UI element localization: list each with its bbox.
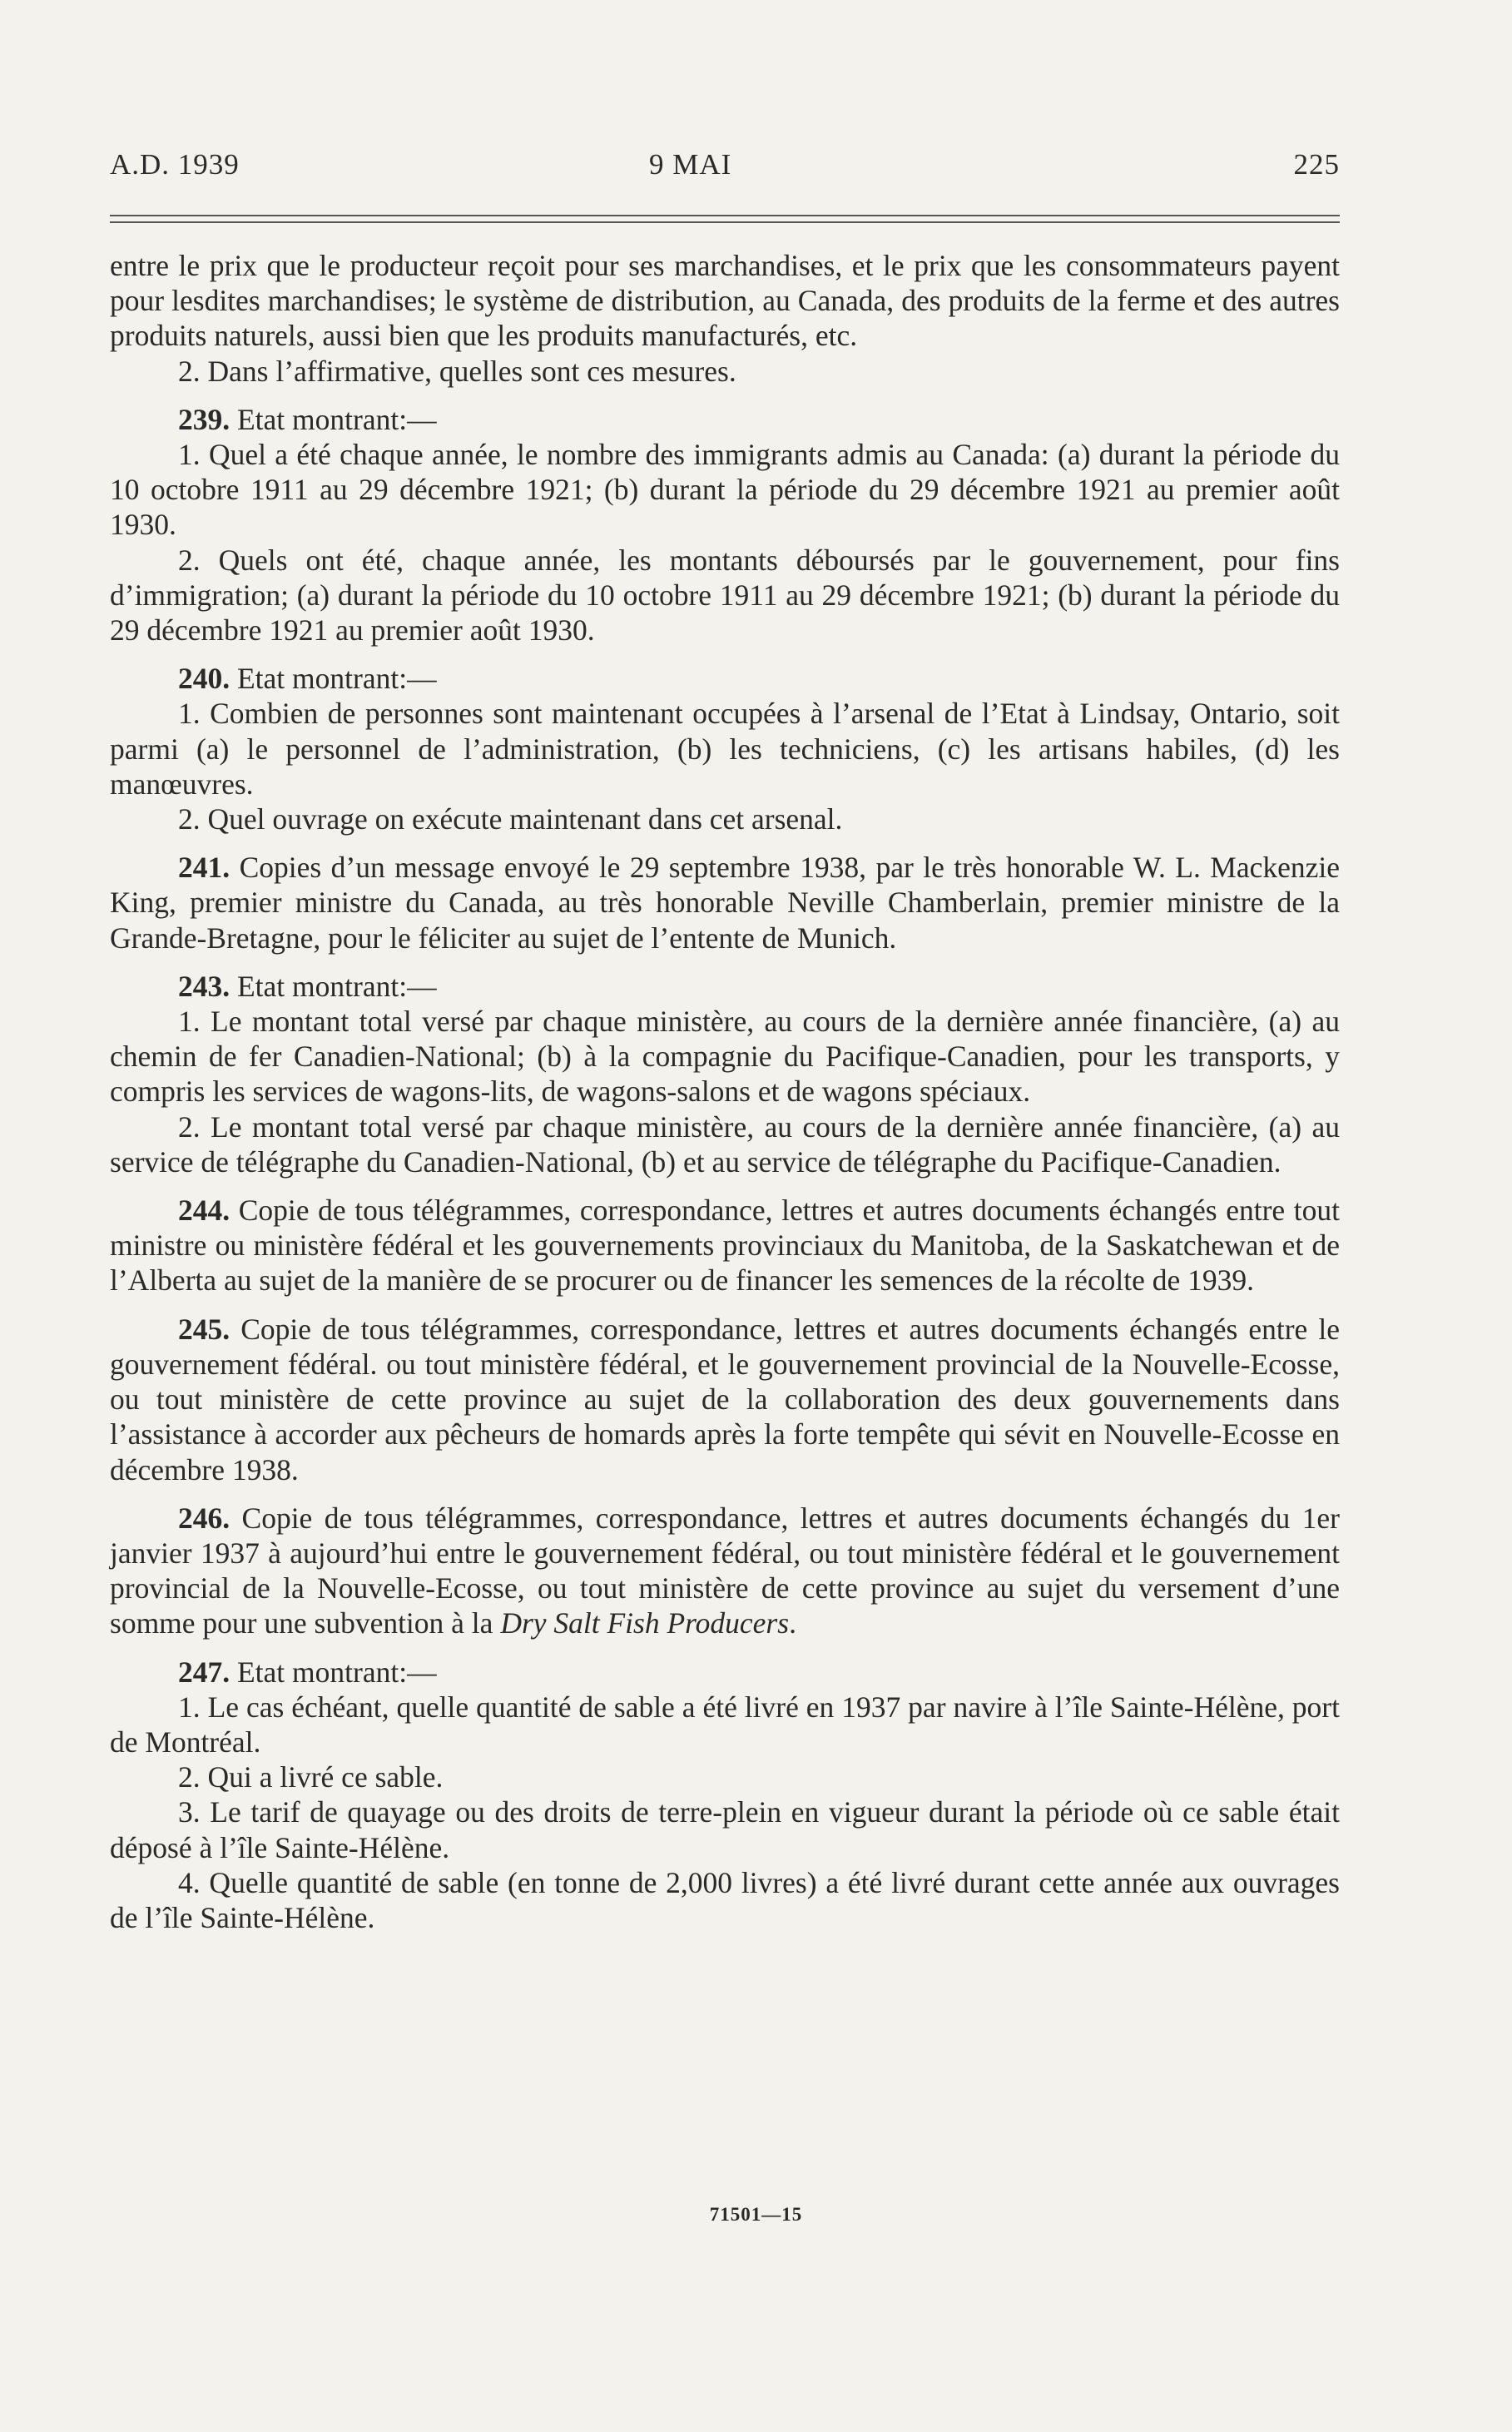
section-247-heading bbox=[110, 1655, 1340, 1690]
section-text-end: . bbox=[789, 1606, 796, 1640]
section-239-item-1: 1. Quel a été chaque année, le nombre des immigrants admis au Canada: (a) durant la période du 10 octobre 1911 au 29 décembre 1921; (b) durant la période du 29 décembre 1921 au premier août 1930. bbox=[110, 438, 1340, 542]
section-245 bbox=[110, 1312, 1340, 1487]
section-number: 246. bbox=[178, 1501, 231, 1535]
section-number: 240. bbox=[178, 662, 231, 696]
document-body bbox=[110, 248, 1340, 1935]
section-240-heading bbox=[110, 661, 1340, 696]
section-text: Copie de tous télégrammes, correspondance, lettres et autres documents échangés du 1er janvier 1937 à aujourd’hui entre le gouvernement fédéral, ou tout ministère fédéral et le gouvernement provincial de la Nouvelle-Ecosse, ou tout ministère de cette province au sujet du versement d’une somme pour une subvention à la bbox=[110, 1501, 1340, 1640]
header-year: A.D. 1939 bbox=[110, 148, 240, 181]
intro-question-2: 2. Dans l’affirmative, quelles sont ces mesures. bbox=[178, 354, 736, 388]
section-247-item-4: 4. Quelle quantité de sable (en tonne de 2,000 livres) a été livré durant cette année aux ouvrages de l’île Sainte-Hélène. bbox=[110, 1865, 1340, 1934]
page-number: 225 bbox=[1293, 148, 1340, 181]
header-date: 9 MAI bbox=[649, 148, 732, 181]
section-244 bbox=[110, 1193, 1340, 1298]
section-heading-text: Etat montrant:— bbox=[230, 1655, 437, 1689]
section-246 bbox=[110, 1501, 1340, 1641]
header-rule-bottom bbox=[110, 221, 1340, 223]
section-243-item-1: 1. Le montant total versé par chaque ministère, au cours de la dernière année financière, (a) au chemin de fer Canadien-National; (b) à la compagnie du Pacifique-Canadien, pour les transports, y compris les services de wagons-lits, de wagons-salons et de wagons spéciaux. bbox=[110, 1005, 1340, 1109]
section-number: 245. bbox=[178, 1312, 231, 1346]
section-247-item-1: 1. Le cas échéant, quelle quantité de sable a été livré en 1937 par navire à l’île Sainte-Hélène, port de Montréal. bbox=[110, 1690, 1340, 1759]
section-text: Copie de tous télégrammes, correspondance, lettres et autres documents échangés entre tout ministre ou ministère fédéral et les gouvernements provinciaux du Manitoba, de la Saskatchewan et de l’Alberta au sujet de la manière de se procurer ou de financer les semences de la récolte de 1939. bbox=[110, 1194, 1340, 1298]
page-header bbox=[110, 148, 1340, 195]
section-243-item-2: 2. Le montant total versé par chaque ministère, au cours de la dernière année financière, (a) au service de télégraphe du Canadien-National, (b) et au service de télégraphe du Pacifique-Canadien. bbox=[110, 1109, 1340, 1179]
section-number: 244. bbox=[178, 1194, 231, 1228]
section-text: Copie de tous télégrammes, correspondance, lettres et autres documents échangés entre le gouvernement fédéral. ou tout ministère fédéral, et le gouvernement provincial de la Nouvelle-Ecosse, ou tout ministère de cette province au sujet de la collaboration des deux gouvernements dans l’assistance à accorder aux pêcheurs de homards après la forte tempête qui sévit en Nouvelle-Ecosse en décembre 1938. bbox=[110, 1312, 1340, 1486]
section-239-heading bbox=[110, 402, 1340, 437]
header-rule-top bbox=[110, 215, 1340, 216]
section-247-item-2: 2. Qui a livré ce sable. bbox=[178, 1760, 444, 1794]
intro-paragraph: entre le prix que le producteur reçoit pour ses marchandises, et le prix que les consommateurs payent pour lesdites marchandises; le système de distribution, au Canada, des produits de la ferme et des autres produits naturels, aussi bien que les produits manufacturés, etc. bbox=[110, 249, 1340, 353]
printer-code: 71501—15 bbox=[709, 2204, 803, 2225]
section-240-item-2: 2. Quel ouvrage on exécute maintenant dans cet arsenal. bbox=[178, 802, 843, 836]
section-number: 247. bbox=[178, 1655, 231, 1689]
section-heading-text: Etat montrant:— bbox=[230, 402, 437, 436]
section-heading-text: Etat montrant:— bbox=[230, 969, 437, 1003]
section-240-item-1: 1. Combien de personnes sont maintenant occupées à l’arsenal de l’Etat à Lindsay, Ontario, soit parmi (a) le personnel de l’administration, (b) les techniciens, (c) les artisans habiles, (d) les manœuvres. bbox=[110, 697, 1340, 801]
section-243-heading bbox=[110, 969, 1340, 1004]
section-247-item-3: 3. Le tarif de quayage ou des droits de terre-plein en vigueur durant la période où ce sable était déposé à l’île Sainte-Hélène. bbox=[110, 1795, 1340, 1864]
section-239-item-2: 2. Quels ont été, chaque année, les montants déboursés par le gouvernement, pour fins d’immigration; (a) durant la période du 10 octobre 1911 au 29 décembre 1921; (b) durant la période du 29 décembre 1921 au premier août 1930. bbox=[110, 543, 1340, 648]
section-text: Copies d’un message envoyé le 29 septembre 1938, par le très honorable W. L. Mackenzie King, premier ministre du Canada, au très honorable Neville Chamberlain, premier ministre de la Grande-Bretagne, pour le féliciter au sujet de l’entente de Munich. bbox=[110, 851, 1340, 955]
section-heading-text: Etat montrant:— bbox=[230, 662, 437, 696]
section-number: 243. bbox=[178, 969, 231, 1003]
section-number: 241. bbox=[178, 851, 231, 885]
section-241 bbox=[110, 850, 1340, 955]
section-number: 239. bbox=[178, 402, 231, 436]
organization-name-italic: Dry Salt Fish Producers bbox=[500, 1606, 790, 1640]
